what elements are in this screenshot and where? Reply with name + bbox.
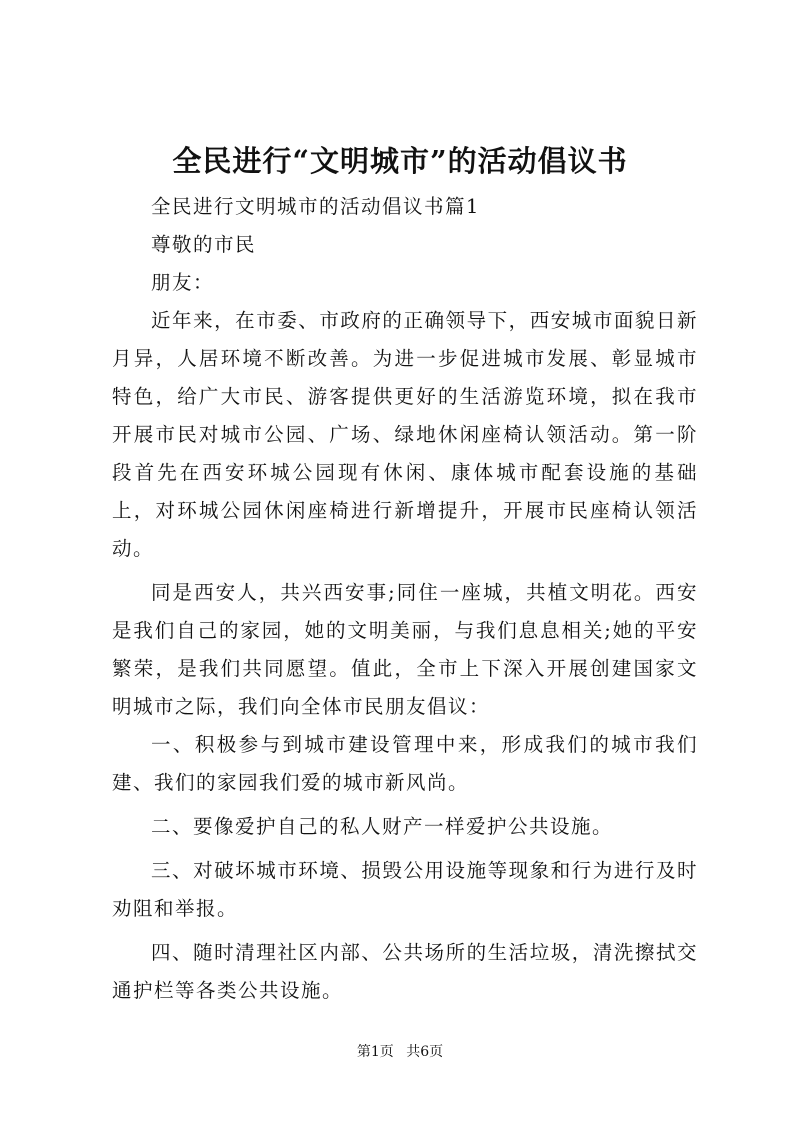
page-footer	[0, 1042, 800, 1062]
proposal-item-3: 三、对破坏城市环境、损毁公用设施等现象和行为进行及时劝阻和举报。	[112, 859, 698, 920]
salutation-line-2: 朋友：	[151, 271, 215, 294]
page-total: 共6页	[406, 1044, 444, 1060]
proposal-item-2: 二、要像爱护自己的私人财产一样爱护公共设施。	[151, 815, 614, 838]
body-paragraph: 同是西安人，共兴西安事;同住一座城，共植文明花。西安是我们自己的家园，她的文明美丽，与我们息息相关;她的平安繁荣，是我们共同愿望。值此，全市上下深入开展创建国家文明城市之际，我们向全体市民朋友倡议：	[112, 581, 698, 718]
proposal-item-1: 一、积极参与到城市建设管理中来，形成我们的城市我们建、我们的家园我们爱的城市新风尚。	[112, 733, 698, 794]
document-subtitle: 全民进行文明城市的活动倡议书篇1	[151, 195, 480, 218]
document-body	[112, 188, 698, 1010]
proposal-item-4: 四、随时清理社区内部、公共场所的生活垃圾，清洗擦拭交通护栏等各类公共设施。	[112, 941, 698, 1002]
body-paragraph: 近年来，在市委、市政府的正确领导下，西安城市面貌日新月异，人居环境不断改善。为进一步促进城市发展、彰显城市特色，给广大市民、游客提供更好的生活游览环境，拟在我市开展市民对城市公园、广场、绿地休闲座椅认领活动。第一阶段首先在西安环城公园现有休闲、康体城市配套设施的基础上，对环城公园休闲座椅进行新增提升，开展市民座椅认领活动。	[112, 309, 698, 560]
document-title: 全民进行“文明城市”的活动倡议书	[172, 144, 628, 178]
salutation-line-1: 尊敬的市民	[151, 233, 257, 256]
page-number: 第1页	[356, 1044, 394, 1060]
